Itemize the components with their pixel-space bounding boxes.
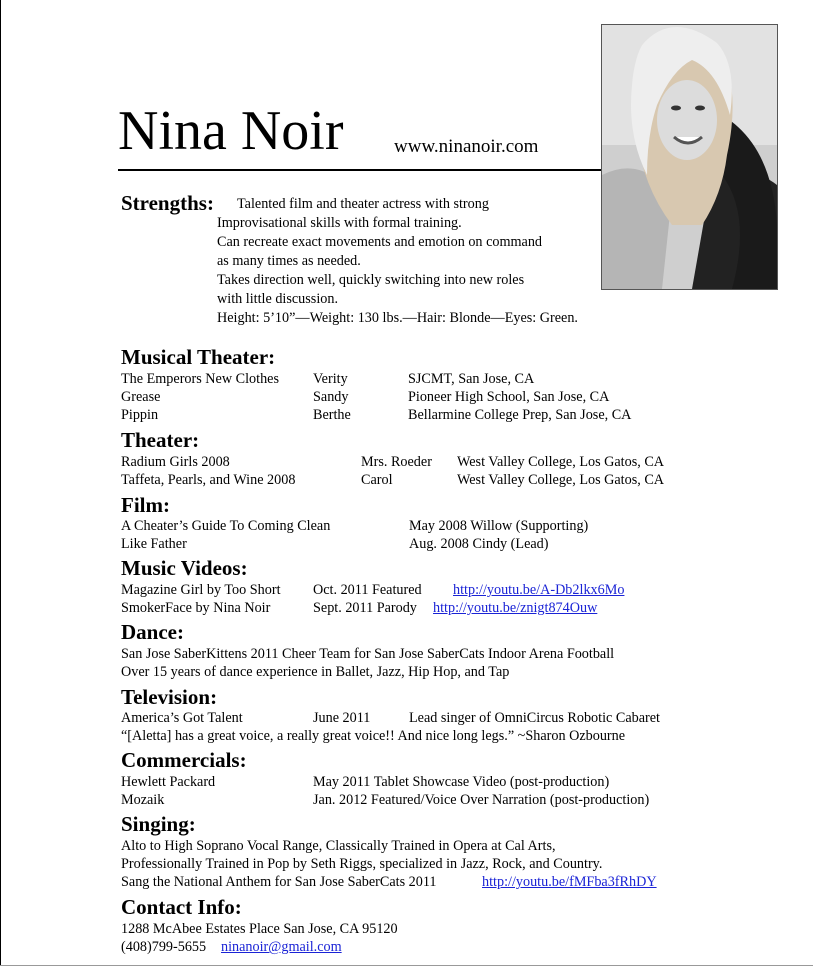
credit-venue: SJCMT, San Jose, CA: [408, 371, 535, 387]
credit-title: Hewlett Packard: [121, 774, 216, 790]
singing-line: Sang the National Anthem for San Jose SaberCats 2011: [121, 874, 437, 890]
credit-role: Carol: [361, 472, 393, 488]
dance-line: San Jose SaberKittens 2011 Cheer Team for San Jose SaberCats Indoor Arena Football: [121, 646, 615, 662]
strengths-line: with little discussion.: [217, 291, 338, 307]
credit-venue: Bellarmine College Prep, San Jose, CA: [408, 407, 632, 423]
email-link[interactable]: ninanoir@gmail.com: [221, 939, 342, 955]
television-quote: “[Aletta] has a great voice, a really great voice!! And nice long legs.” ~Sharon Ozbourne: [121, 728, 626, 744]
credit-title: America’s Got Talent: [121, 710, 243, 726]
credit-title: SmokerFace by Nina Noir: [121, 600, 271, 616]
credit-venue: West Valley College, Los Gatos, CA: [457, 454, 665, 470]
credit-venue: Pioneer High School, San Jose, CA: [408, 389, 610, 405]
musical-theater-heading: Musical Theater:: [121, 345, 276, 369]
singing-line: Professionally Trained in Pop by Seth Riggs, specialized in Jazz, Rock, and Country.: [121, 856, 603, 872]
credit-detail: May 2008 Willow (Supporting): [409, 518, 589, 534]
video-link[interactable]: http://youtu.be/A-Db2lkx6Mo: [453, 582, 625, 598]
credit-detail: Aug. 2008 Cindy (Lead): [409, 536, 549, 552]
headshot-photo: [601, 24, 778, 290]
strengths-heading: Strengths:: [121, 191, 214, 215]
strengths-line: Improvisational skills with formal training.: [217, 215, 462, 231]
credit-role: Mrs. Roeder: [361, 454, 432, 470]
credit-detail: Oct. 2011 Featured: [313, 582, 422, 598]
resume-name: Nina Noir: [118, 100, 344, 162]
strengths-line: Can recreate exact movements and emotion on command: [217, 234, 543, 250]
dance-heading: Dance:: [121, 620, 184, 644]
credit-title: Mozaik: [121, 792, 165, 808]
credit-title: Like Father: [121, 536, 187, 552]
credit-title: Pippin: [121, 407, 159, 423]
credit-title: Magazine Girl by Too Short: [121, 582, 281, 598]
music-videos-heading: Music Videos:: [121, 556, 248, 580]
strengths-line: Takes direction well, quickly switching into new roles: [217, 272, 525, 288]
strengths-line: as many times as needed.: [217, 253, 361, 269]
anthem-video-link[interactable]: http://youtu.be/fMFba3fRhDY: [482, 874, 657, 890]
credit-date: June 2011: [313, 710, 371, 726]
credit-venue: West Valley College, Los Gatos, CA: [457, 472, 665, 488]
page-left-border: [0, 0, 1, 966]
credit-title: Radium Girls 2008: [121, 454, 230, 470]
header-rule: [118, 169, 602, 171]
strengths-line: Height: 5’10”—Weight: 130 lbs.—Hair: Blonde—Eyes: Green.: [217, 310, 578, 326]
credit-title: A Cheater’s Guide To Coming Clean: [121, 518, 331, 534]
strengths-line: Talented film and theater actress with strong: [237, 196, 489, 212]
contact-address: 1288 McAbee Estates Place San Jose, CA 95120: [121, 921, 398, 937]
credit-title: Taffeta, Pearls, and Wine 2008: [121, 472, 296, 488]
film-heading: Film:: [121, 493, 170, 517]
credit-detail: May 2011 Tablet Showcase Video (post-production): [313, 774, 610, 790]
dance-line: Over 15 years of dance experience in Ballet, Jazz, Hip Hop, and Tap: [121, 664, 510, 680]
credit-title: The Emperors New Clothes: [121, 371, 279, 387]
television-heading: Television:: [121, 685, 218, 709]
credit-role: Berthe: [313, 407, 351, 423]
video-link[interactable]: http://youtu.be/znigt874Ouw: [433, 600, 598, 616]
credit-role: Sandy: [313, 389, 349, 405]
singing-line: Alto to High Soprano Vocal Range, Classically Trained in Opera at Cal Arts,: [121, 838, 556, 854]
credit-role: Verity: [313, 371, 348, 387]
contact-heading: Contact Info:: [121, 895, 242, 919]
contact-phone: (408)799-5655: [121, 939, 207, 955]
credit-detail: Jan. 2012 Featured/Voice Over Narration (post-production): [313, 792, 650, 808]
website-text: www.ninanoir.com: [394, 136, 539, 157]
commercials-heading: Commercials:: [121, 748, 247, 772]
singing-heading: Singing:: [121, 812, 196, 836]
credit-detail: Lead singer of OmniCircus Robotic Cabaret: [409, 710, 660, 726]
credit-detail: Sept. 2011 Parody: [313, 600, 417, 616]
credit-title: Grease: [121, 389, 161, 405]
theater-heading: Theater:: [121, 428, 200, 452]
